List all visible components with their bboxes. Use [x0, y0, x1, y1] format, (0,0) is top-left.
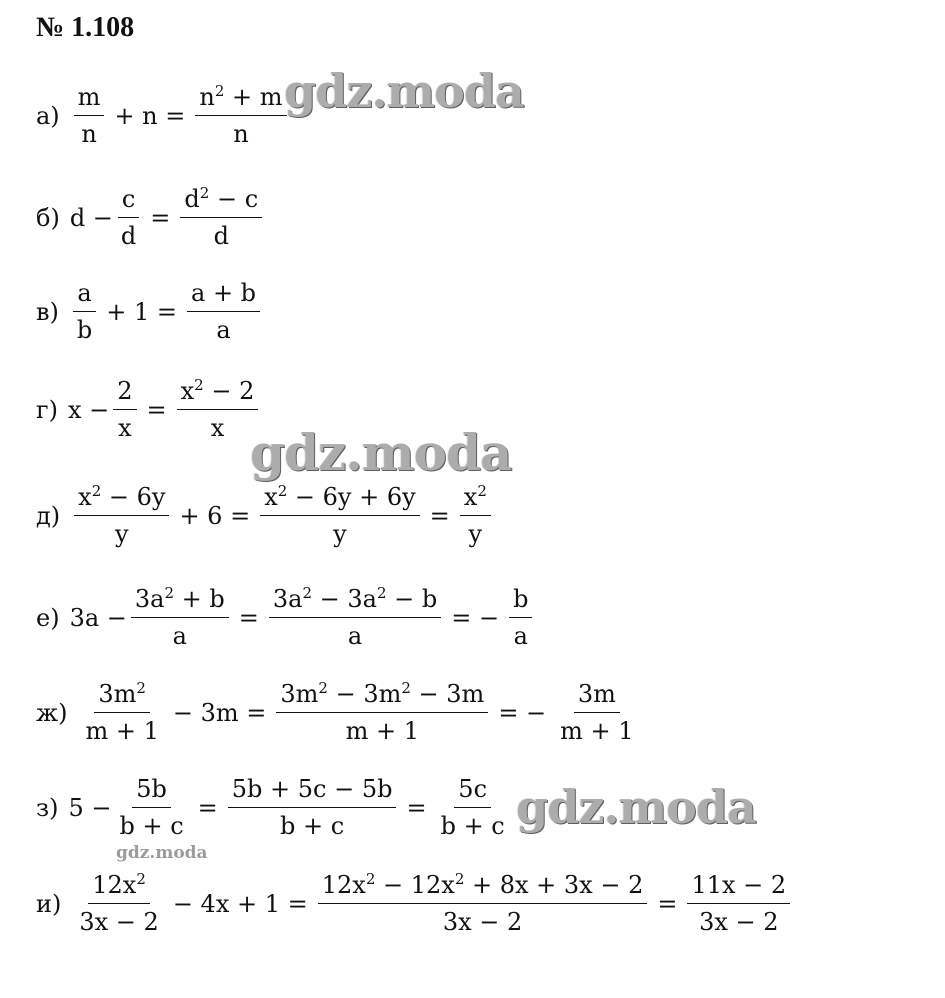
term: x −	[67, 395, 110, 424]
operator: =	[657, 889, 678, 918]
equation-e	[36, 584, 536, 651]
label: г)	[36, 395, 58, 424]
operator: =	[238, 603, 259, 632]
equation-zh	[36, 679, 642, 746]
numerator: $x^2 - 2$	[177, 376, 259, 410]
operator: =	[429, 501, 450, 530]
numerator: m	[74, 82, 105, 116]
numerator: 3m	[574, 679, 620, 713]
operator: = −	[498, 698, 547, 727]
fraction	[81, 679, 162, 746]
numerator: 2	[113, 376, 136, 410]
operator: =	[146, 395, 167, 424]
denominator: b + c	[440, 812, 505, 840]
numerator: $x^2$	[460, 482, 491, 516]
equation-b	[36, 184, 266, 251]
operator: + n =	[114, 101, 186, 130]
label: д)	[36, 501, 61, 530]
denominator: y	[115, 520, 129, 548]
fraction	[131, 584, 229, 651]
denominator: b + c	[119, 812, 184, 840]
numerator: 11x − 2	[687, 870, 790, 904]
fraction	[180, 184, 262, 251]
operator: − 3m =	[172, 698, 267, 727]
operator: − 4x + 1 =	[172, 889, 308, 918]
numerator: $3a^2 + b$	[131, 584, 229, 618]
denominator: n	[81, 120, 97, 148]
operator: + 6 =	[179, 501, 251, 530]
denominator: d	[213, 222, 229, 250]
numerator: $12x^2$	[88, 870, 150, 904]
fraction	[195, 82, 286, 149]
numerator: $x^2 - 6y$	[74, 482, 169, 516]
fraction	[509, 584, 532, 651]
numerator: $3m^2 - 3m^2 - 3m$	[276, 679, 488, 713]
operator: =	[406, 793, 427, 822]
label: а)	[36, 101, 60, 130]
denominator: n	[233, 120, 249, 148]
numerator: $12x^2 - 12x^2 + 8x + 3x - 2$	[318, 870, 648, 904]
equation-d	[36, 482, 495, 549]
fraction	[269, 584, 441, 651]
denominator: a	[172, 622, 187, 650]
denominator: b + c	[280, 812, 345, 840]
denominator: a	[513, 622, 528, 650]
fraction	[73, 278, 96, 345]
equation-i	[36, 870, 794, 937]
fraction	[177, 376, 259, 443]
operator: =	[197, 793, 218, 822]
denominator: a	[216, 316, 231, 344]
numerator: 5c	[454, 774, 491, 808]
numerator: 5b + 5c − 5b	[228, 774, 397, 808]
numerator: $x^2 - 6y + 6y$	[260, 482, 419, 516]
denominator: 3x − 2	[699, 908, 779, 936]
fraction	[117, 184, 140, 251]
numerator: b	[509, 584, 532, 618]
denominator: 3x − 2	[442, 908, 523, 936]
equation-a	[36, 82, 291, 149]
numerator: a + b	[187, 278, 260, 312]
operator: = −	[451, 603, 500, 632]
numerator: $d^2 - c$	[180, 184, 262, 218]
denominator: y	[333, 520, 347, 548]
label: б)	[36, 203, 60, 232]
fraction	[74, 482, 169, 549]
denominator: x	[118, 414, 132, 442]
fraction	[687, 870, 790, 937]
fraction	[460, 482, 491, 549]
denominator: x	[210, 414, 225, 442]
watermark-logo: gdz.moda	[284, 64, 524, 118]
fraction	[556, 679, 637, 746]
label: ж)	[36, 698, 68, 727]
equation-z	[36, 774, 513, 841]
numerator: 5b	[132, 774, 171, 808]
watermark-logo: gdz.moda	[250, 423, 512, 482]
denominator: m + 1	[85, 717, 159, 745]
fraction	[437, 774, 509, 841]
fraction	[228, 774, 397, 841]
label: е)	[36, 603, 60, 632]
problem-title: № 1.108	[36, 12, 135, 43]
label: и)	[36, 889, 62, 918]
operator: =	[150, 203, 171, 232]
fraction	[113, 376, 136, 443]
fraction	[318, 870, 648, 937]
fraction	[74, 82, 105, 149]
equation-v	[36, 278, 264, 345]
fraction	[187, 278, 260, 345]
denominator: b	[76, 316, 93, 344]
watermark-logo: gdz.moda	[116, 843, 208, 863]
fraction	[115, 774, 187, 841]
denominator: m + 1	[560, 717, 634, 745]
term: 3a −	[69, 603, 127, 632]
numerator: $3m^2$	[94, 679, 150, 713]
denominator: a	[347, 622, 363, 650]
term: 5 −	[68, 793, 112, 822]
denominator: y	[468, 520, 483, 548]
denominator: 3x − 2	[79, 908, 159, 936]
denominator: d	[120, 222, 137, 250]
fraction	[276, 679, 488, 746]
fraction	[75, 870, 162, 937]
denominator: m + 1	[345, 717, 420, 745]
equation-g	[36, 376, 262, 443]
numerator: a	[73, 278, 95, 312]
term: d −	[69, 203, 113, 232]
numerator: $n^2 + m$	[195, 82, 286, 116]
watermark-logo: gdz.moda	[516, 780, 756, 834]
fraction	[260, 482, 419, 549]
numerator: c	[118, 184, 139, 218]
operator: + 1 =	[106, 297, 177, 326]
label: з)	[36, 793, 59, 822]
label: в)	[36, 297, 59, 326]
numerator: $3a^2 - 3a^2 - b$	[269, 584, 441, 618]
